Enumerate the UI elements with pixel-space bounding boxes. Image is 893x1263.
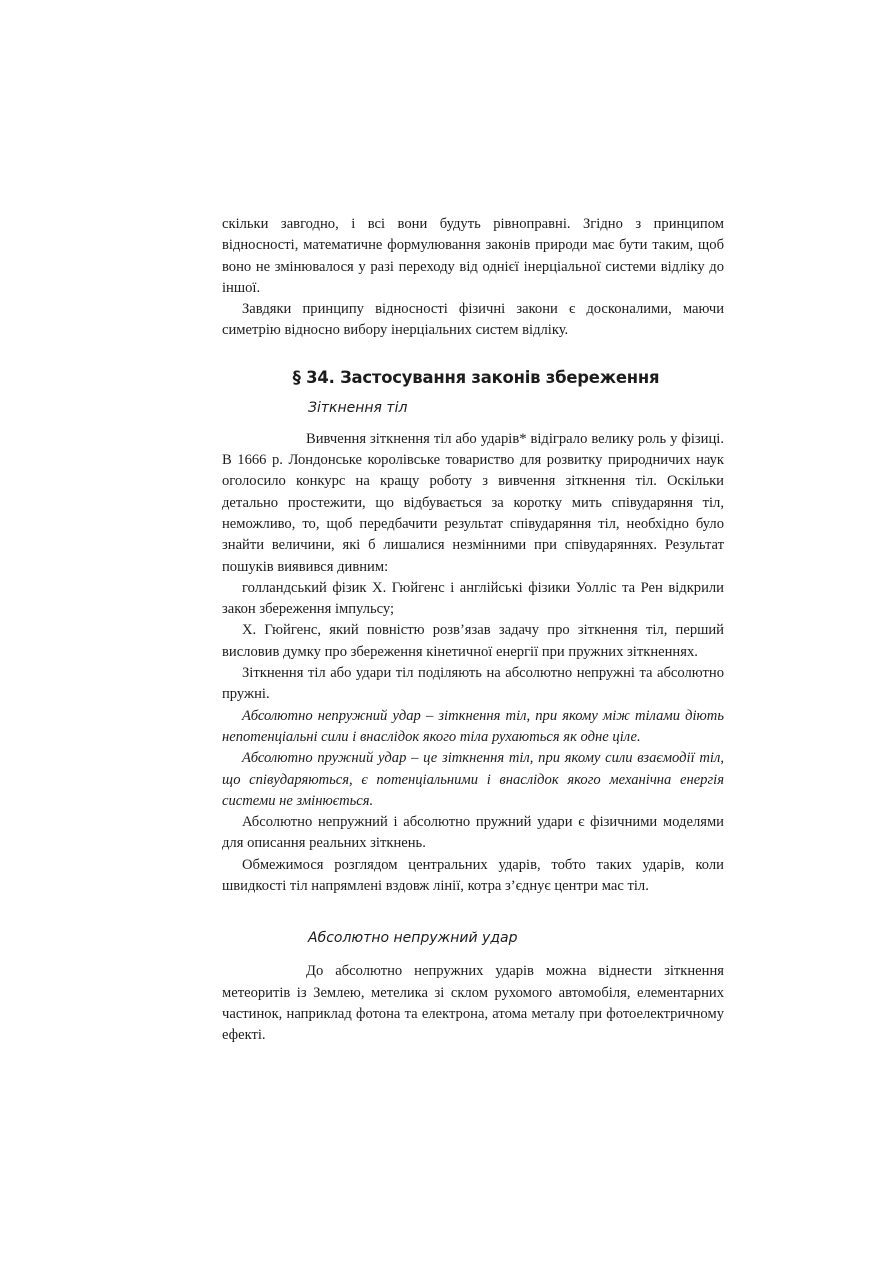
paragraph-history: Вивчення зіткнення тіл або ударів* відіграло велику роль у фізиці. В 1666 р. Лондонське королівське товариство для розвитку природничих наук оголосило конкурс на кращу роботу з вивчення зіткнення тіл. Оскільки детально простежити, що відбувається за коротку мить співударяння тіл, неможливо, то, щоб передбачити результат співударяння тіл, необхідно було знайти величини, які б лишалися незмінними при співударяннях. Результат пошуків виявився дивним:: [222, 430, 724, 575]
paragraph-central: Обмежимося розглядом центральних ударів, тобто таких ударів, коли швидкості тіл напрямлені вздовж лінії, котра з’єднує центри мас тіл.: [222, 856, 724, 895]
intro-paragraph-1: скільки завгодно, і всі вони будуть рівноправні. Згідно з принципом відносності, математичне формулювання законів природи має бути таким, щоб воно не змінювалося у разі переходу від однієї інерціальної системи відліку до іншої.: [222, 216, 724, 296]
paragraph-models: Абсолютно непружний і абсолютно пружний удари є фізичними моделями для описання реальних зіткнень.: [222, 814, 724, 852]
subheading-inelastic: Абсолютно непружний удар: [308, 930, 518, 947]
section-title: § 34. Застосування законів збереження: [292, 367, 660, 387]
paragraph-examples: До абсолютно непружних ударів можна віднести зіткнення метеоритів із Землею, метелика зі склом рухомого автомобіля, елементарних частинок, наприклад фотона та електрона, атома металу при фотоелектричному ефекті.: [222, 963, 724, 1044]
paragraph-huygens-momentum: голландський фізик X. Гюйгенс і англійські фізики Уолліс та Рен відкрили закон збереження імпульсу;: [222, 579, 724, 618]
intro-paragraph-2: Завдяки принципу відносності фізичні закони є досконалими, маючи симетрію відносно вибору інерціальних систем відліку.: [222, 301, 724, 339]
paragraph-huygens-energy: X. Гюйгенс, який повністю розв’язав задачу про зіткнення тіл, перший висловив думку про збереження кінетичної енергії при пружних зіткненнях.: [222, 622, 724, 660]
definition-elastic: Абсолютно пружний удар – це зіткнення тіл, при якому сили взаємодії тіл, що співударяються, є потенціальними і внаслідок якого механічна енергія системи не змінюється.: [222, 750, 724, 809]
page-text: [222, 214, 724, 1047]
paragraph-classification: Зіткнення тіл або удари тіл поділяють на абсолютно непружні та абсолютно пружні.: [222, 665, 724, 703]
definition-inelastic: Абсолютно непружний удар – зіткнення тіл, при якому між тілами діють непотенціальні сили і внаслідок якого тіла рухаються як одне ціле.: [222, 707, 724, 745]
subheading-collisions: Зіткнення тіл: [308, 399, 408, 416]
